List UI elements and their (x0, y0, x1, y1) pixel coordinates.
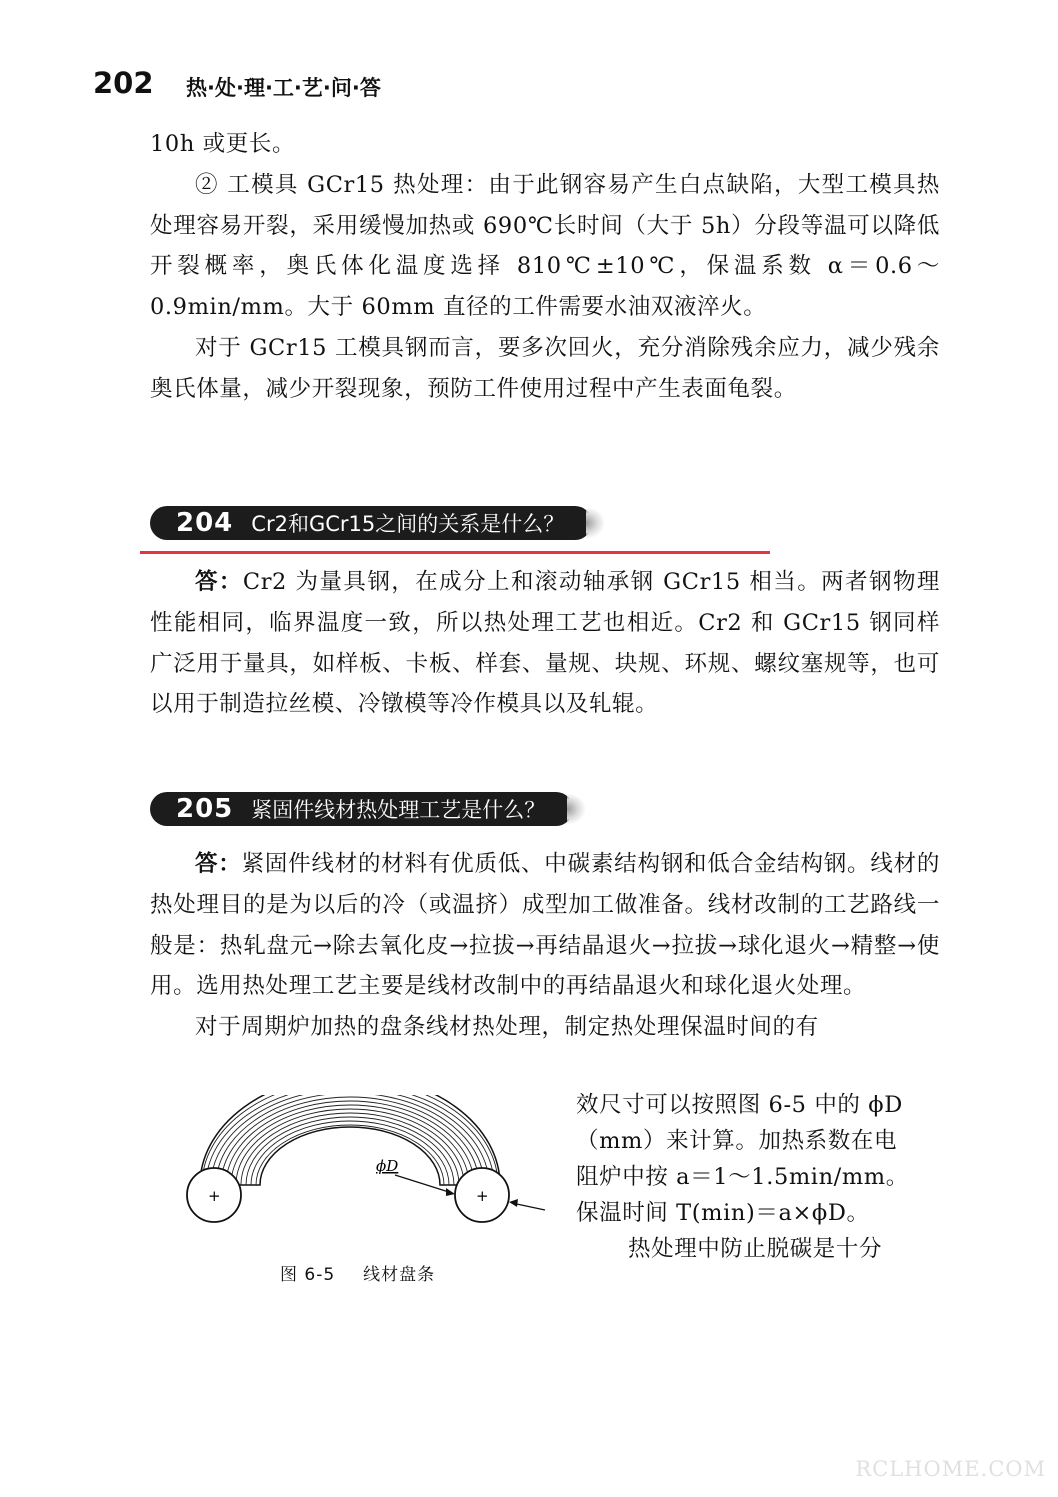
section-pill (150, 506, 592, 540)
answer-text: 紧固件线材的材料有优质低、中碳素结构钢和低合金结构钢。线材的热处理目的是为以后的冷（或温挤）成型加工做准备。线材改制的工艺路线一般是：热轧盘元→除去氧化皮→拉拔→再结晶退火→拉拔→球化退火→精整→使用。选用热处理工艺主要是线材改制中的再结晶退火和球化退火处理。 (150, 851, 940, 1000)
paragraph-coil-heating: 对于周期炉加热的盘条线材热处理，制定热处理保温时间的有 (195, 1014, 819, 1041)
side-line: 热处理中防止脱碳是十分 (628, 1236, 883, 1262)
left-center-mark: + (208, 1187, 221, 1205)
caption-text: 线材盘条 (363, 1265, 436, 1285)
section-number: 204 (176, 508, 234, 538)
caption-number: 图 6-5 (280, 1265, 336, 1285)
answer-label: 答： (195, 569, 243, 595)
intro-text (150, 124, 940, 410)
arrowhead-left (446, 1188, 455, 1196)
answer-text: Cr2 为量具钢，在成分上和滚动轴承钢 GCr15 相当。两者钢物理性能相同，临界温度一致，所以热处理工艺也相近。Cr2 和 GCr15 钢同样广泛用于量具，如样板、卡板、样套、量规、块规、环规、螺纹塞规等，也可以用于制造拉丝模、冷镦模等冷作模具以及轧辊。 (150, 569, 940, 718)
paragraph-gcr15-tempering: 对于 GCr15 工模具钢而言，要多次回火，充分消除残余应力，减少残余奥氏体量，减少开裂现象，预防工件使用过程中产生表面龟裂。 (150, 334, 940, 402)
side-text (576, 1087, 940, 1267)
pill-shadow (567, 794, 585, 824)
section-number: 205 (176, 794, 234, 824)
wire-coil-figure (180, 1095, 550, 1255)
side-line: 效尺寸可以按照图 6-5 中的 ϕD (576, 1092, 903, 1118)
arrowhead-right (509, 1199, 518, 1207)
phi-d-label: ϕD (376, 1157, 399, 1175)
section-heading-205 (150, 790, 585, 828)
paragraph-gcr15-heat-treatment: ② 工模具 GCr15 热处理：由于此钢容易产生白点缺陷，大型工模具热处理容易开裂，采用缓慢加热或 690℃长时间（大于 5h）分段等温可以降低开裂概率，奥氏体化温度选择 810℃±10℃，保温系数 α＝0.6～0.9min/mm。大于 60mm 直径的工件需要水油双液淬火。 (150, 171, 940, 321)
page-number: 202 (93, 66, 154, 100)
answer-label: 答： (195, 851, 242, 877)
section-question: 紧固件线材热处理工艺是什么？ (251, 798, 546, 822)
paragraph-continuation: 10h 或更长。 (150, 131, 296, 157)
answer-204 (150, 562, 940, 725)
red-underline (140, 551, 770, 554)
side-line: 阻炉中按 a＝1～1.5min/mm。 (576, 1164, 909, 1190)
book-title: 热·处·理·工·艺·问·答 (186, 76, 381, 100)
figure-caption (280, 1260, 435, 1285)
right-center-mark: + (476, 1187, 489, 1205)
watermark: RCLHOME.COM (855, 1457, 1046, 1481)
side-line: （mm）来计算。加热系数在电 (576, 1128, 898, 1154)
section-question: Cr2和GCr15之间的关系是什么？ (251, 512, 565, 536)
answer-205 (150, 844, 940, 1048)
section-pill (150, 792, 573, 826)
pill-shadow (586, 508, 604, 538)
section-heading-204 (150, 504, 604, 542)
side-line: 保温时间 T(min)＝a×ϕD。 (576, 1200, 870, 1226)
